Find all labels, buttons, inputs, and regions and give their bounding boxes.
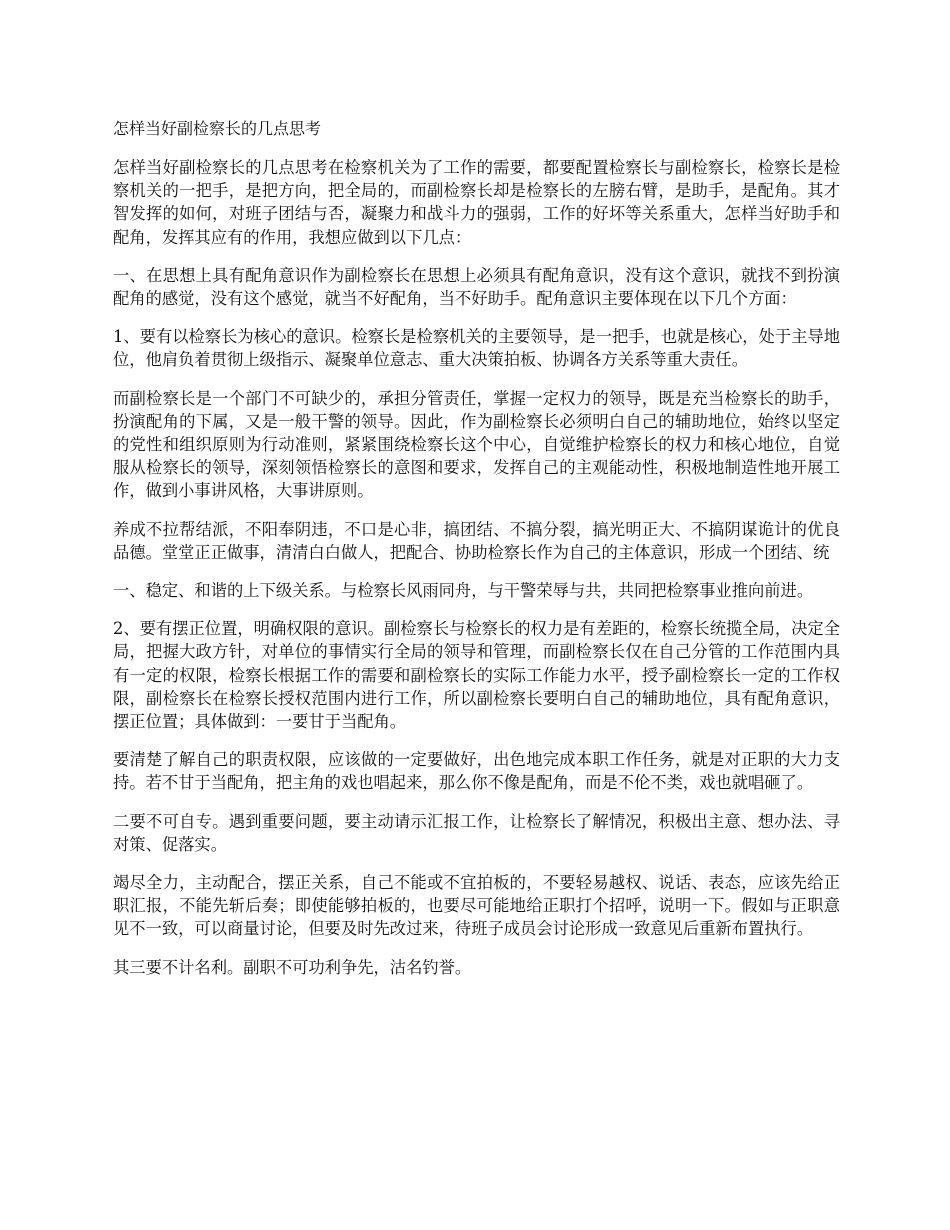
document-title: 怎样当好副检察长的几点思考 <box>113 119 322 138</box>
paragraph-no-autocracy: 二要不可自专。遇到重要问题，要主动请示汇报工作，让检察长了解情况，积极出主意、想办法、寻对策、促落实。 <box>113 811 840 854</box>
document-page <box>113 118 840 994</box>
paragraph-harmony: 一、稳定、和谐的上下级关系。与检察长风雨同舟，与干警荣辱与共，共同把检察事业推向前进。 <box>113 581 814 601</box>
paragraph-point-one: 1、要有以检察长为核心的意识。检察长是检察机关的主要领导，是一把手，也就是核心，处于主导地位，他肩负着贯彻上级指示、凝聚单位意志、重大决策拍板、协调各方关系等重大责任。 <box>113 327 840 370</box>
paragraph-no-fame: 其三要不计名利。副职不可功利争先，沽名钓誉。 <box>113 957 472 977</box>
paragraph-cooperation: 竭尽全力，主动配合，摆正关系，自己不能或不宜拍板的，不要轻易越权、说话、表态，应该先给正职汇报，不能先斩后奏；即使能够拍板的，也要尽可能地给正职打个招呼，说明一下。假如与正职意见不一致，可以商量讨论，但要及时先改过来，待班子成员会讨论形成一致意见后重新布置执行。 <box>113 873 840 939</box>
paragraph-deputy-role: 而副检察长是一个部门不可缺少的，承担分管责任，掌握一定权力的领导，既是充当检察长的助手，扮演配角的下属，又是一般干警的领导。因此，作为副检察长必须明白自己的辅助地位，始终以坚定的党性和组织原则为行动准则，紧紧围绕检察长这个中心，自觉维护检察长的权力和核心地位，自觉服从检察长的领导，深刻领悟检察长的意图和要求，发挥自己的主观能动性，积极地制造性地开展工作，做到小事讲风格，大事讲原则。 <box>113 388 840 501</box>
paragraph-point-two: 2、要有摆正位置，明确权限的意识。副检察长与检察长的权力是有差距的，检察长统揽全局，决定全局，把握大政方针，对单位的事情实行全局的领导和管理，而副检察长仅在自己分管的工作范围内具有一定的权限，检察长根据工作的需要和副检察长的实际工作能力水平，授予副检察长一定的工作权限，副检察长在检察长授权范围内进行工作，所以副检察长要明白自己的辅助地位，具有配角意识，摆正位置；具体做到：一要甘于当配角。 <box>113 619 840 732</box>
paragraph-duties: 要清楚了解自己的职责权限，应该做的一定要做好，出色地完成本职工作任务，就是对正职的大力支持。若不甘于当配角，把主角的戏也唱起来，那么你不像是配角，而是不伦不类，戏也就唱砸了。 <box>113 750 840 793</box>
paragraph-intro: 怎样当好副检察长的几点思考在检察机关为了工作的需要，都要配置检察长与副检察长，检察长是检察机关的一把手，是把方向，把全局的，而副检察长却是检察长的左膀右臂，是助手，是配角。其才智发挥的如何，对班子团结与否，凝聚力和战斗力的强弱，工作的好坏等关系重大，怎样当好助手和配角，发挥其应有的作用，我想应做到以下几点： <box>113 158 840 247</box>
paragraph-section-one: 一、在思想上具有配角意识作为副检察长在思想上必须具有配角意识，没有这个意识，就找不到扮演配角的感觉，没有这个感觉，就当不好配角，当不好助手。配角意识主要体现在以下几个方面： <box>113 265 840 309</box>
paragraph-virtues: 养成不拉帮结派，不阳奉阴违，不口是心非，搞团结、不搞分裂，搞光明正大、不搞阴谋诡计的优良品德。堂堂正正做事，清清白白做人，把配合、协助检察长作为自己的主体意识，形成一个团结、统 <box>113 519 840 562</box>
